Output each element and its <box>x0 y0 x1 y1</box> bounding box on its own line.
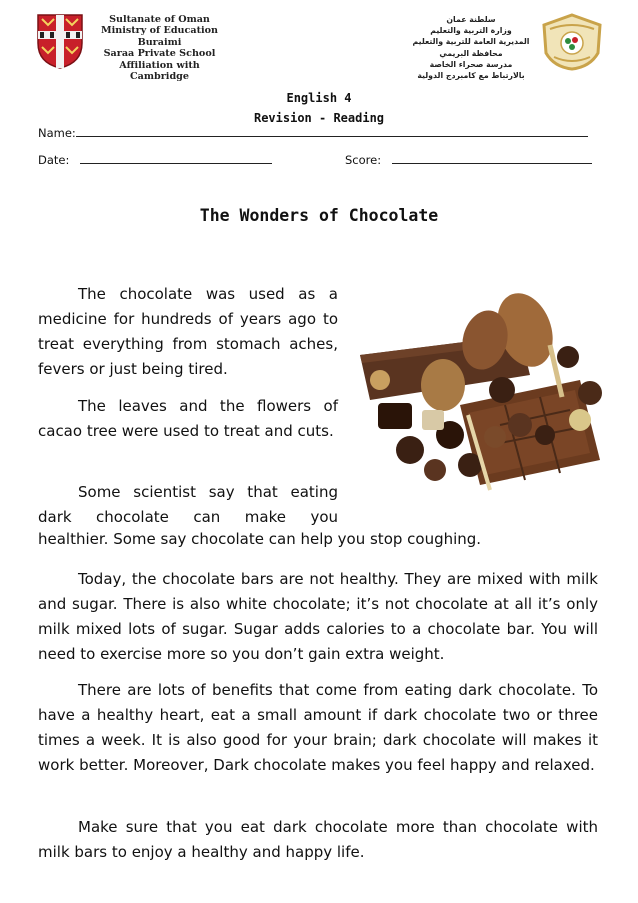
date-field <box>38 152 272 167</box>
school-name-arabic <box>412 14 530 81</box>
school-en-line: Buraimi <box>137 36 182 48</box>
paragraph-text: Some scientist say that eating dark chocolate can make you <box>38 483 338 526</box>
score-label: Score: <box>345 153 382 167</box>
paragraph <box>38 282 338 382</box>
reading-title: The Wonders of Chocolate <box>199 206 439 225</box>
paragraph <box>38 394 338 444</box>
paragraph-text: The chocolate was used as a medicine for hundreds of years ago to treat everything from stomach aches, fevers or just being tired. <box>38 285 338 378</box>
worksheet-type-label: Revision - Reading <box>253 111 385 125</box>
name-field <box>38 125 588 140</box>
paragraph-text: Today, the chocolate bars are not healthy. They are mixed with milk and sugar. There is also white chocolate; it’s not chocolate at all it’s only milk mixed lots of sugar. Sugar adds calories to a chocolate bar. You will need to exercise more so you don’t gain extra weight. <box>38 570 598 663</box>
paragraph-continuation: healthier. Some say chocolate can help you stop coughing. <box>38 530 482 548</box>
school-name-english <box>92 14 227 82</box>
name-blank-line <box>76 125 588 137</box>
worksheet-heading <box>0 88 638 128</box>
school-en-line: Saraa Private School <box>103 48 216 60</box>
paragraph <box>38 567 598 667</box>
paragraph-text: Make sure that you eat dark chocolate more than chocolate with milk bars to enjoy a healthy and happy life. <box>38 818 598 861</box>
oman-emblem-icon <box>540 13 604 71</box>
subject-label: English 4 <box>286 91 352 105</box>
school-en-line: Ministry of Education <box>100 25 219 37</box>
name-label: Name: <box>38 126 76 140</box>
letterhead <box>0 0 638 86</box>
school-ar-line: المديرية العامة للتربية والتعليم <box>412 37 530 47</box>
score-blank-line <box>392 152 592 164</box>
date-label: Date: <box>38 153 70 167</box>
school-ar-line: محافظة البريمي <box>439 48 503 58</box>
paragraph <box>38 480 338 530</box>
paragraph-text: There are lots of benefits that come from eating dark chocolate. To have a healthy heart, eat a small amount if dark chocolate two or three times a week. It is also good for your brain; dark chocolate will makes it work better. Moreover, Dark chocolate makes you feel happy and relaxed. <box>38 681 598 774</box>
school-ar-line: مدرسة صحراء الخاصة <box>429 59 513 69</box>
chocolates-photo <box>350 285 616 503</box>
score-field <box>345 152 592 167</box>
paragraph-text: The leaves and the flowers of cacao tree were used to treat and cuts. <box>38 397 338 440</box>
school-ar-line: سلطنة عمان <box>446 15 496 24</box>
paragraph <box>38 815 598 865</box>
paragraph <box>38 678 598 778</box>
cambridge-crest-icon <box>36 13 84 69</box>
school-ar-line: وزارة التربية والتعليم <box>430 26 512 36</box>
school-en-line: Sultanate of Oman <box>109 14 210 25</box>
school-ar-line: بالارتباط مع كامبردج الدولية <box>417 71 525 81</box>
school-en-line: Affiliation with Cambridge <box>119 59 200 83</box>
date-blank-line <box>80 152 272 164</box>
